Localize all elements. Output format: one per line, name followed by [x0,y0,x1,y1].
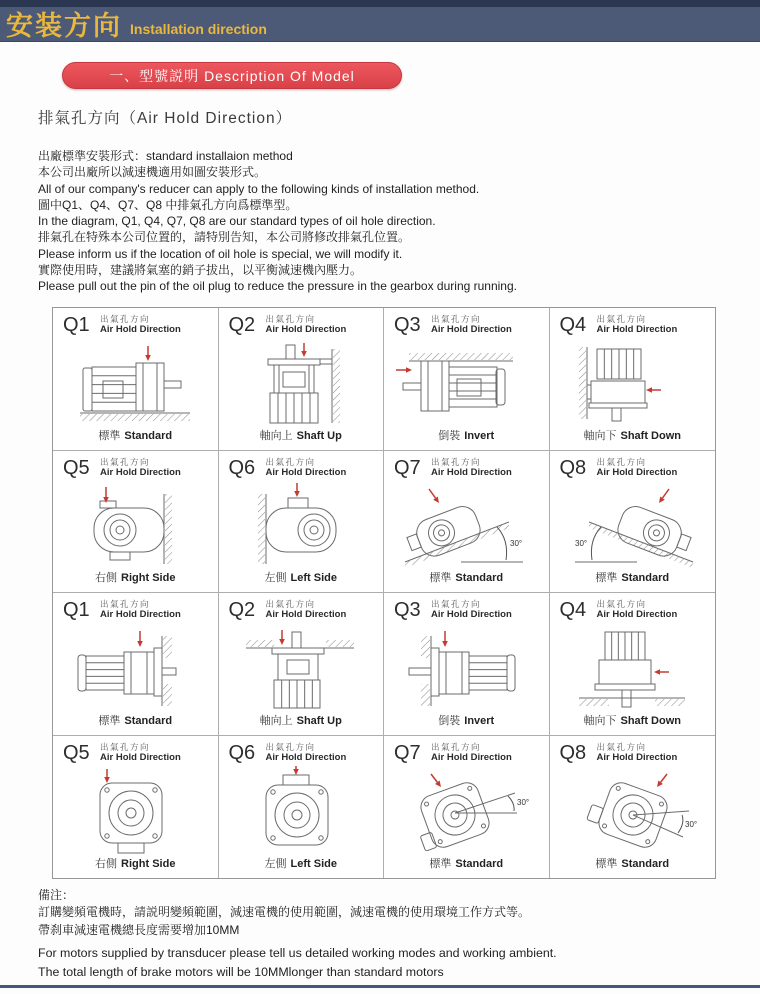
q-label: Q5 [63,741,90,764]
svg-text:30°: 30° [685,819,698,829]
cell-header-en: Air Hold Direction [100,751,181,763]
svg-text:30°: 30° [510,538,523,548]
cell-caption-zh: 標準 [595,858,618,870]
diagram-face-tilt-right [391,765,541,865]
cell-header [597,457,678,479]
cell-caption-en: Right Side [121,572,176,584]
diagram-floor-horizontal [60,337,210,437]
cell-caption [550,569,716,585]
q-label: Q3 [394,314,421,336]
cell-caption-en: Invert [464,429,495,442]
notes-zh-lines [38,904,718,939]
grid-cell-q5-r2 [53,451,219,594]
notes [38,886,718,982]
cell-header-zh: 出氣孔方向 [596,741,647,752]
cell-header [266,742,347,764]
diagram-incline-left [557,480,707,580]
cell-header-en: Air Hold Direction [265,466,347,478]
cell-header [431,457,512,479]
page-title-zh: 安装方向 [6,11,122,41]
cell-header [431,599,512,621]
cell-caption [384,855,549,871]
cell-header [431,314,512,336]
cell-header [100,742,181,764]
cell-header-en: Air Hold Direction [100,609,181,620]
cell-header-en: Air Hold Direction [596,751,678,763]
intro-line: In the diagram, Q1, Q4, Q7, Q8 are our standard types of oil hole direction. [38,214,436,229]
cell-caption [53,712,218,728]
q-label: Q2 [228,314,256,336]
q-label: Q7 [394,456,421,479]
cell-caption-zh: 倒裝 [438,714,461,727]
intro-line: Please inform us if the location of oil hole is special, we will modify it. [38,246,403,261]
cell-header-zh: 出氣孔方向 [596,456,647,467]
cell-header [266,314,347,336]
cell-caption-en: Standard [124,429,173,442]
grid-cell-q7-r4 [384,736,550,879]
cell-caption-zh: 標準 [98,429,121,442]
q-label: Q8 [559,456,587,479]
cell-caption-en: Shaft Up [296,714,342,727]
intro-line: 出廠標準安裝形式：standard installaion method [38,149,293,163]
cell-caption [53,855,218,871]
intro-paragraph [38,148,698,295]
cell-caption-en: Left Side [290,572,337,584]
cell-caption-zh: 標準 [595,572,618,584]
cell-caption-zh: 軸向上 [259,429,293,442]
cell-caption-zh: 軸向下 [583,714,617,727]
cell-header-en: Air Hold Direction [431,609,512,620]
cell-caption-zh: 標準 [98,714,121,727]
cell-header-zh: 出氣孔方向 [596,314,647,324]
intro-line: 排氣孔在特殊本公司位置的，請特別告知，本公司將修改排氣孔位置。 [38,230,411,245]
cell-caption-en: Standard [455,858,504,870]
cell-caption-en: Invert [464,714,495,727]
cell-header-en: Air Hold Direction [596,324,678,335]
grid-cell-q2-r1 [219,308,385,451]
section-banner [62,62,402,89]
cell-caption-en: Standard [124,714,173,727]
cell-caption [384,569,549,585]
intro-line: All of our company's reducer can apply to the following kinds of installation method. [38,181,480,196]
q-label: Q4 [559,599,587,621]
cell-caption [550,427,716,443]
cell-caption-en: Shaft Down [620,429,681,442]
cell-caption [53,569,218,585]
cell-header-en: Air Hold Direction [265,324,347,335]
cell-header [100,457,181,479]
grid-cell-q4-r1 [550,308,716,451]
cell-header-zh: 出氣孔方向 [431,314,482,324]
cell-header-zh: 出氣孔方向 [100,456,151,467]
page-header [0,7,760,42]
cell-caption-en: Standard [621,572,670,584]
cell-caption [550,855,716,871]
cell-caption [550,712,716,728]
cell-caption-en: Shaft Up [296,429,342,442]
cell-header-zh: 出氣孔方向 [431,456,482,467]
cell-caption-zh: 標準 [429,572,452,584]
cell-header-zh: 出氣孔方向 [100,599,151,609]
grid-cell-q8-r4 [550,736,716,879]
cell-header-en: Air Hold Direction [100,466,181,478]
grid-cell-q3-r1 [384,308,550,451]
grid-cell-q4-r3 [550,593,716,736]
diagram-incline-right [391,480,541,580]
cell-caption-en: Shaft Down [620,714,681,727]
cell-header-zh: 出氣孔方向 [265,741,316,752]
cell-header [597,742,678,764]
diagram-flange-wall-left [391,622,541,722]
grid-cell-q1-r1 [53,308,219,451]
intro-line: 實際使用時，建議將氣塞的銷子拔出，以平衡減速機內壓力。 [38,263,363,278]
q-label: Q7 [394,741,421,764]
header-top-strip [0,0,760,7]
cell-header-en: Air Hold Direction [596,609,678,620]
cell-caption-zh: 右側 [95,858,118,870]
cell-header-en: Air Hold Direction [265,751,347,763]
q-label: Q6 [228,741,256,764]
note-line: The total length of brake motors will be 10MMlonger than standard motors [38,965,444,979]
cell-caption [384,427,549,443]
cell-header [597,599,678,621]
cell-caption [219,569,384,585]
cell-header-zh: 出氣孔方向 [431,741,482,752]
intro-line: 本公司出廠所以減速機適用如圖安裝形式。 [38,165,267,180]
cell-header-en: Air Hold Direction [265,609,347,620]
cell-header-zh: 出氣孔方向 [100,314,151,324]
q-label: Q2 [228,599,256,621]
notes-en-lines [38,944,718,982]
diagram-side-wall-left [226,480,376,580]
cell-caption [219,855,384,871]
cell-caption-zh: 左側 [264,572,287,584]
cell-caption-zh: 左側 [264,858,287,870]
q-label: Q3 [394,599,421,621]
diagram-ceiling-shaft-up [226,622,376,722]
cell-header [597,314,678,336]
cell-header-zh: 出氣孔方向 [265,456,316,467]
cell-caption-en: Left Side [290,858,337,870]
cell-caption-zh: 軸向下 [583,429,617,442]
cell-caption-en: Right Side [121,858,176,870]
cell-caption [219,427,384,443]
cell-header [266,599,347,621]
note-line: 帶刹車減速電機總長度需要增加10MM [38,922,240,937]
intro-line: 圖中Q1、Q4、Q7、Q8 中排氣孔方向爲標準型。 [38,197,298,212]
diagram-ceiling-horizontal [391,337,541,437]
cell-header-en: Air Hold Direction [431,751,512,763]
page-title-en: Installation direction [130,21,267,37]
diagram-face-box-bottom [60,765,210,865]
diagram-wall-right-shaft-up [226,337,376,437]
note-line: 訂購變頻電機時，請説明變頻範圍，減速電機的使用範圍，減速電機的使用環境工作方式等。 [38,905,531,919]
q-label: Q1 [63,314,90,336]
cell-header-en: Air Hold Direction [431,324,512,335]
section-banner-label: 一、型號説明 Description Of Model [109,67,355,84]
intro-line: Please pull out the pin of the oil plug to reduce the pressure in the gearbox during running. [38,279,517,294]
cell-header-en: Air Hold Direction [596,466,678,478]
q-label: Q1 [63,599,90,621]
diagram-face-tilt-left [557,765,707,865]
cell-header [100,599,181,621]
svg-text:30°: 30° [575,538,588,548]
cell-header [100,314,181,336]
diagram-face-box-top [226,765,376,865]
grid-cell-q8-r2 [550,451,716,594]
grid-cell-q2-r3 [219,593,385,736]
cell-caption-en: Standard [455,572,504,584]
cell-caption [384,712,549,728]
svg-text:30°: 30° [517,797,530,807]
note-line: For motors supplied by transducer please tell us detailed working modes and working ambient. [38,946,557,960]
q-label: Q4 [559,314,587,336]
grid-cell-q6-r2 [219,451,385,594]
grid-cell-q5-r4 [53,736,219,879]
cell-header-zh: 出氣孔方向 [100,741,151,752]
q-label: Q6 [228,456,256,479]
diagram-floor-shaft-down [557,622,707,722]
diagram-grid [52,307,716,879]
cell-header [431,742,512,764]
cell-caption-zh: 倒裝 [438,429,461,442]
q-label: Q8 [559,741,587,764]
cell-header [266,457,347,479]
cell-caption [53,427,218,443]
diagram-flange-wall-right [60,622,210,722]
cell-caption-zh: 軸向上 [259,714,293,727]
cell-header-zh: 出氣孔方向 [265,599,316,609]
cell-caption [219,712,384,728]
section-heading: 排氣孔方向（Air Hold Direction） [38,110,293,127]
grid-cell-q6-r4 [219,736,385,879]
cell-caption-zh: 標準 [429,858,452,870]
grid-cell-q3-r3 [384,593,550,736]
cell-header-zh: 出氣孔方向 [596,599,647,609]
q-label: Q5 [63,456,90,479]
cell-caption-zh: 右側 [95,572,118,584]
grid-cell-q7-r2 [384,451,550,594]
cell-caption-en: Standard [621,858,670,870]
bottom-rule [0,985,760,988]
cell-header-zh: 出氣孔方向 [431,599,482,609]
notes-title: 備注： [38,888,75,902]
cell-header-en: Air Hold Direction [431,466,512,478]
cell-header-zh: 出氣孔方向 [265,314,316,324]
grid-cell-q1-r3 [53,593,219,736]
diagram-wall-left-shaft-down [557,337,707,437]
cell-header-en: Air Hold Direction [100,324,181,335]
diagram-side-wall-right [60,480,210,580]
